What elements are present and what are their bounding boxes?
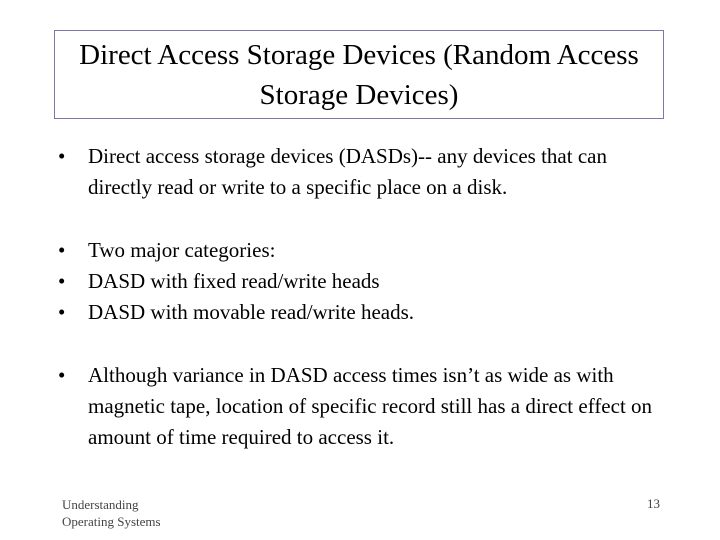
bullet-text: DASD with movable read/write heads. <box>88 300 415 324</box>
bullet-list <box>56 141 666 453</box>
page-number: 13 <box>647 496 660 511</box>
spacer <box>56 328 666 360</box>
bullet-dot: • <box>58 238 66 262</box>
bullet-text: Two major categories: <box>88 238 276 262</box>
bullet-item <box>56 266 666 297</box>
bullet-bold-text: Direct access storage devices (DASDs) <box>88 144 419 168</box>
spacer <box>56 203 666 235</box>
bullet-text: Although variance in DASD access times isn’t as wide as with magnetic tape, location of specific record still has a direct effect on amount of time required to access it. <box>88 363 653 449</box>
footer-line2: Operating Systems <box>62 514 161 529</box>
bullet-item <box>56 235 666 266</box>
footer-course <box>62 496 161 530</box>
bullet-item <box>56 141 666 203</box>
bullet-text: DASD with fixed read/write heads <box>88 269 380 293</box>
bullet-text: -- any devices that can directly read or write to a specific place on a disk. <box>88 144 607 199</box>
bullet-item <box>56 360 666 453</box>
slide-title-box <box>54 30 664 119</box>
bullet-dot: • <box>58 363 66 387</box>
bullet-dot: • <box>58 144 66 168</box>
footer-line1: Understanding <box>62 497 139 512</box>
slide-title: Direct Access Storage Devices (Random Access Storage Devices) <box>79 38 639 111</box>
bullet-dot: • <box>58 269 66 293</box>
bullet-dot: • <box>58 300 66 324</box>
bullet-item <box>56 297 666 328</box>
